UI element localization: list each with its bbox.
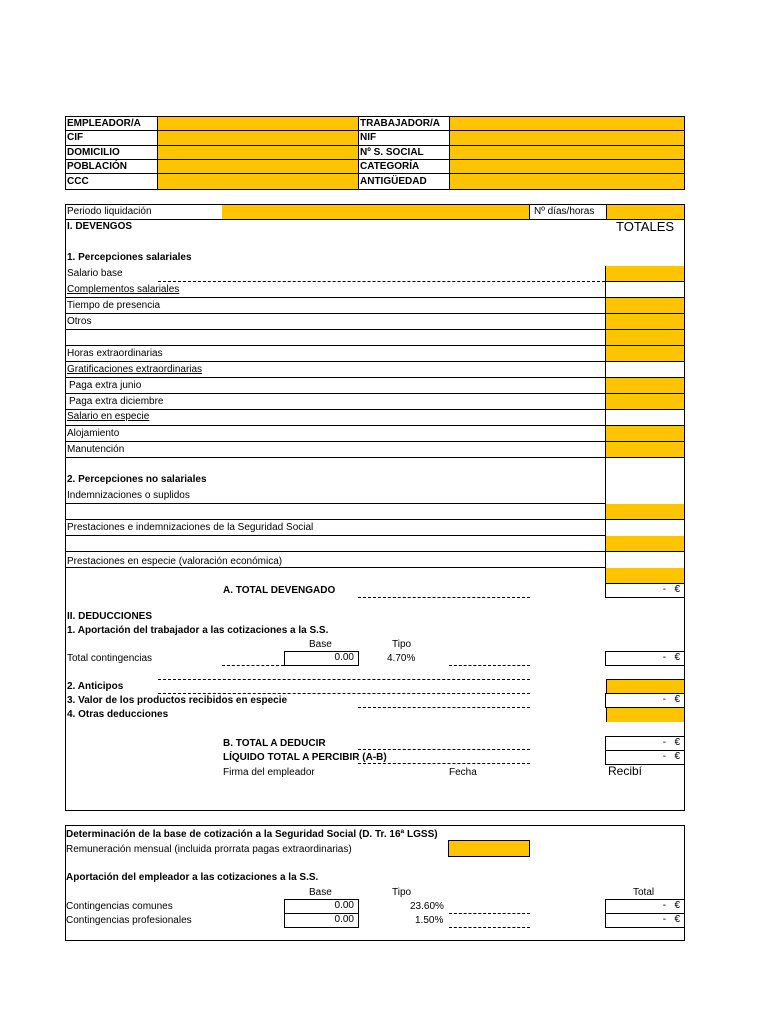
profesionales-total: - <box>662 914 667 925</box>
euro-symbol: € <box>674 694 680 705</box>
salario-base-label: Salario base <box>67 268 123 279</box>
nif-field[interactable] <box>450 131 684 145</box>
otros-label: Otros <box>67 316 92 327</box>
euro-symbol: € <box>674 584 680 595</box>
euro-symbol: € <box>674 751 680 762</box>
total-devengado-value: - <box>662 584 667 595</box>
total-deducir-value: - <box>662 737 667 748</box>
prestaciones-especie-label: Prestaciones en especie (valoración económica) <box>67 556 283 567</box>
total-devengado-box <box>605 583 685 598</box>
devengos-title: I. DEVENGOS <box>67 221 133 232</box>
domicilio-label: DOMICILIO <box>67 147 120 158</box>
trabajador-field[interactable] <box>450 117 684 131</box>
header-table <box>65 116 685 190</box>
totales-header: TOTALES <box>616 219 675 234</box>
indemnizaciones-total[interactable] <box>606 504 684 519</box>
productos-especie-box <box>605 693 685 708</box>
empleador-field[interactable] <box>158 117 358 131</box>
comunes-total: - <box>662 900 667 911</box>
liquido-value: - <box>662 751 667 762</box>
contingencias-tipo: 4.70% <box>387 653 416 664</box>
comunes-label: Contingencias comunes <box>66 901 173 912</box>
horas-extra-label: Horas extraordinarias <box>67 348 163 359</box>
euro-symbol: € <box>674 737 680 748</box>
cot-base-header: Base <box>309 887 332 898</box>
aportacion-trabajador-title: 1. Aportación del trabajador a las cotizaciones a la S.S. <box>67 625 329 636</box>
paga-diciembre-total[interactable] <box>606 394 684 409</box>
total-deducir-label: B. TOTAL A DEDUCIR <box>223 738 326 749</box>
cif-field[interactable] <box>158 131 358 145</box>
comunes-total-box <box>605 899 685 914</box>
salario-base-total[interactable] <box>606 266 684 281</box>
salario-especie-label: Salario en especie <box>67 411 150 422</box>
period-label: Periodo liquidación <box>67 206 152 217</box>
alojamiento-total[interactable] <box>606 426 684 441</box>
remuneracion-label: Remuneración mensual (incluida prorrata pagas extraordinarias) <box>66 844 352 855</box>
deducciones-title: II. DEDUCCIONES <box>67 611 153 622</box>
no-salariales-title: 2. Percepciones no salariales <box>67 474 207 485</box>
manutencion-total[interactable] <box>606 442 684 457</box>
contingencias-base[interactable]: 0.00 <box>284 651 359 666</box>
comunes-base[interactable]: 0.00 <box>284 899 359 914</box>
complementos-label: Complementos salariales <box>67 284 180 295</box>
profesionales-label: Contingencias profesionales <box>66 915 192 926</box>
period-field[interactable] <box>222 205 530 219</box>
anticipos-total[interactable] <box>606 679 684 693</box>
ss-number-label: Nº S. SOCIAL <box>360 147 424 158</box>
poblacion-label: POBLACIÓN <box>67 161 127 172</box>
aportacion-empleador-title: Aportación del empleador a las cotizaciones a la S.S. <box>66 872 319 883</box>
contingencias-label: Total contingencias <box>67 653 153 664</box>
ccc-label: CCC <box>67 176 89 187</box>
total-deducir-box <box>605 736 685 751</box>
cotizacion-title: Determinación de la base de cotización a la Seguridad Social (D. Tr. 16ª LGSS) <box>66 829 438 840</box>
antiguedad-field[interactable] <box>450 174 684 189</box>
tiempo-presencia-total[interactable] <box>606 298 684 313</box>
cif-label: CIF <box>67 132 84 143</box>
cot-total-header: Total <box>633 887 655 898</box>
contingencias-total-box <box>605 651 685 666</box>
poblacion-field[interactable] <box>158 160 358 174</box>
otros-total-2[interactable] <box>606 330 684 345</box>
gratificaciones-label: Gratificaciones extraordinarias <box>67 364 203 375</box>
tipo-header: Tipo <box>392 639 412 650</box>
profesionales-total-box <box>605 913 685 928</box>
indemnizaciones-label: Indemnizaciones o suplidos <box>67 490 190 501</box>
base-header: Base <box>309 639 332 650</box>
categoria-field[interactable] <box>450 160 684 174</box>
otras-deducciones-total[interactable] <box>606 708 684 722</box>
profesionales-tipo: 1.50% <box>415 915 444 926</box>
nif-label: NIF <box>360 132 377 143</box>
total-devengado-label: A. TOTAL DEVENGADO <box>223 585 336 596</box>
paga-diciembre-label: Paga extra diciembre <box>69 396 164 407</box>
days-label: Nº días/horas <box>534 206 595 217</box>
anticipos-label: 2. Anticipos <box>67 681 124 692</box>
categoria-label: CATEGORÍA <box>360 161 420 172</box>
firma-label: Firma del empleador <box>223 767 315 778</box>
domicilio-field[interactable] <box>158 146 358 160</box>
prestaciones-especie-total[interactable] <box>606 568 684 583</box>
empleador-label: EMPLEADOR/A <box>67 118 141 129</box>
tiempo-presencia-label: Tiempo de presencia <box>67 300 161 311</box>
comunes-tipo: 23.60% <box>410 901 444 912</box>
prestaciones-ss-total[interactable] <box>606 536 684 551</box>
otras-deducciones-label: 4. Otras deducciones <box>67 709 169 720</box>
horas-extra-total[interactable] <box>606 346 684 361</box>
liquido-label: LÍQUIDO TOTAL A PERCIBIR (A-B) <box>223 752 387 763</box>
paga-junio-label: Paga extra junio <box>69 380 142 391</box>
profesionales-base[interactable]: 0.00 <box>284 913 359 928</box>
antiguedad-label: ANTIGÜEDAD <box>360 176 427 187</box>
contingencias-total: - <box>662 652 667 663</box>
recibi-label: Recibí <box>608 764 643 778</box>
euro-symbol: € <box>674 652 680 663</box>
cot-tipo-header: Tipo <box>392 887 412 898</box>
ss-number-field[interactable] <box>450 146 684 160</box>
liquido-box <box>605 750 685 765</box>
paga-junio-total[interactable] <box>606 378 684 393</box>
euro-symbol: € <box>674 914 680 925</box>
prestaciones-ss-label: Prestaciones e indemnizaciones de la Seguridad Social <box>67 522 314 533</box>
days-field[interactable] <box>606 205 684 219</box>
euro-symbol: € <box>674 900 680 911</box>
fecha-label: Fecha <box>449 767 477 778</box>
ccc-field[interactable] <box>158 174 358 189</box>
manutencion-label: Manutención <box>67 444 125 455</box>
productos-especie-total: - <box>662 694 667 705</box>
productos-especie-label: 3. Valor de los productos recibidos en especie <box>67 695 288 706</box>
alojamiento-label: Alojamiento <box>67 428 120 439</box>
trabajador-label: TRABAJADOR/A <box>360 118 440 129</box>
otros-total[interactable] <box>606 314 684 329</box>
salariales-title: 1. Percepciones salariales <box>67 252 192 263</box>
remuneracion-field[interactable] <box>448 840 530 857</box>
